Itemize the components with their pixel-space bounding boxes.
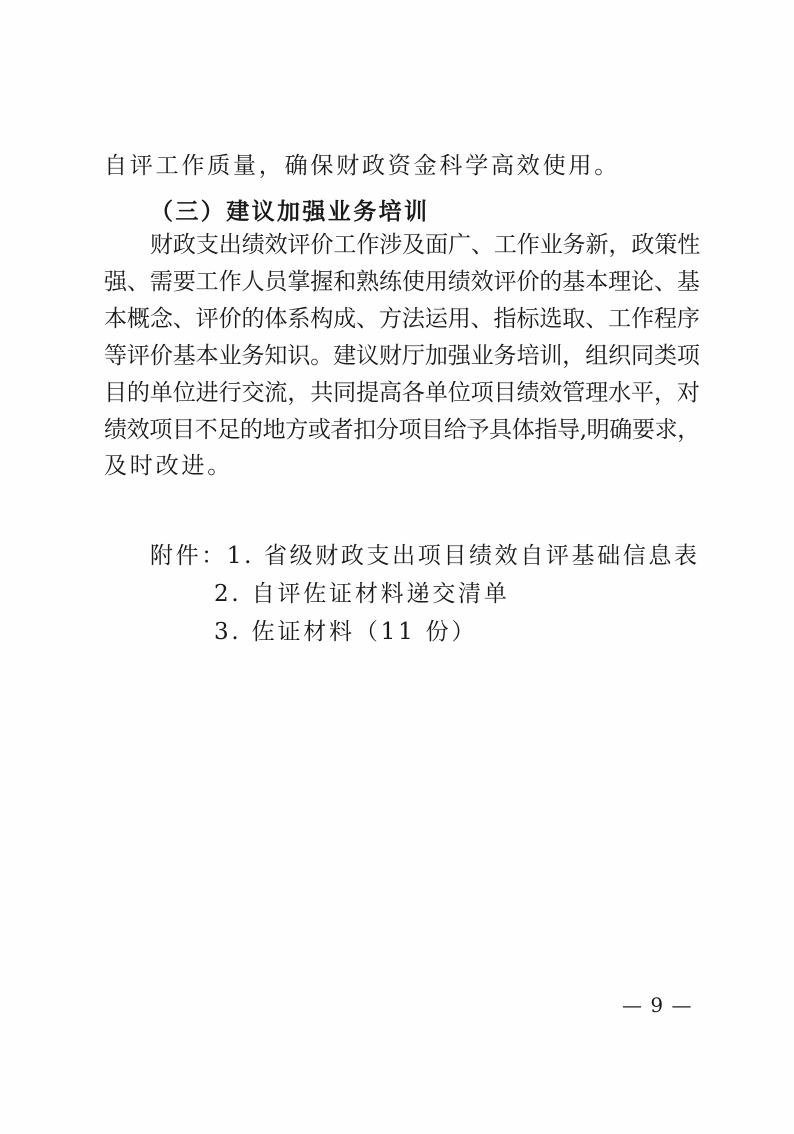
paragraph-line: 等评价基本业务知识。建议财厅加强业务培训，组织同类项 — [104, 343, 700, 369]
paragraph-line: 及时改进。 — [104, 453, 233, 479]
paragraph-line: 财政支出绩效评价工作涉及面广、工作业务新，政策性 — [150, 232, 701, 258]
attachment-label: 附件：1. 省级财政支出项目绩效自评基础信息表 — [150, 543, 700, 569]
page-number: — 9 — — [622, 993, 693, 1017]
paragraph-line: 目的单位进行交流，共同提高各单位项目绩效管理水平，对 — [104, 380, 700, 406]
paragraph-line: 本概念、评价的体系构成、方法运用、指标选取、工作程序 — [104, 306, 700, 332]
attachment-item: 2. 自评佐证材料递交清单 — [214, 581, 510, 607]
paragraph-line: 绩效项目不足的地方或者扣分项目给予具体指导,明确要求， — [104, 417, 700, 443]
body-line-1: 自评工作质量，确保财政资金科学高效使用。 — [104, 153, 620, 179]
attachment-item: 3. 佐证材料（11 份） — [214, 619, 478, 645]
section-heading: （三）建议加强业务培训 — [150, 199, 430, 225]
paragraph-line: 强、需要工作人员掌握和熟练使用绩效评价的基本理论、基 — [104, 269, 700, 295]
